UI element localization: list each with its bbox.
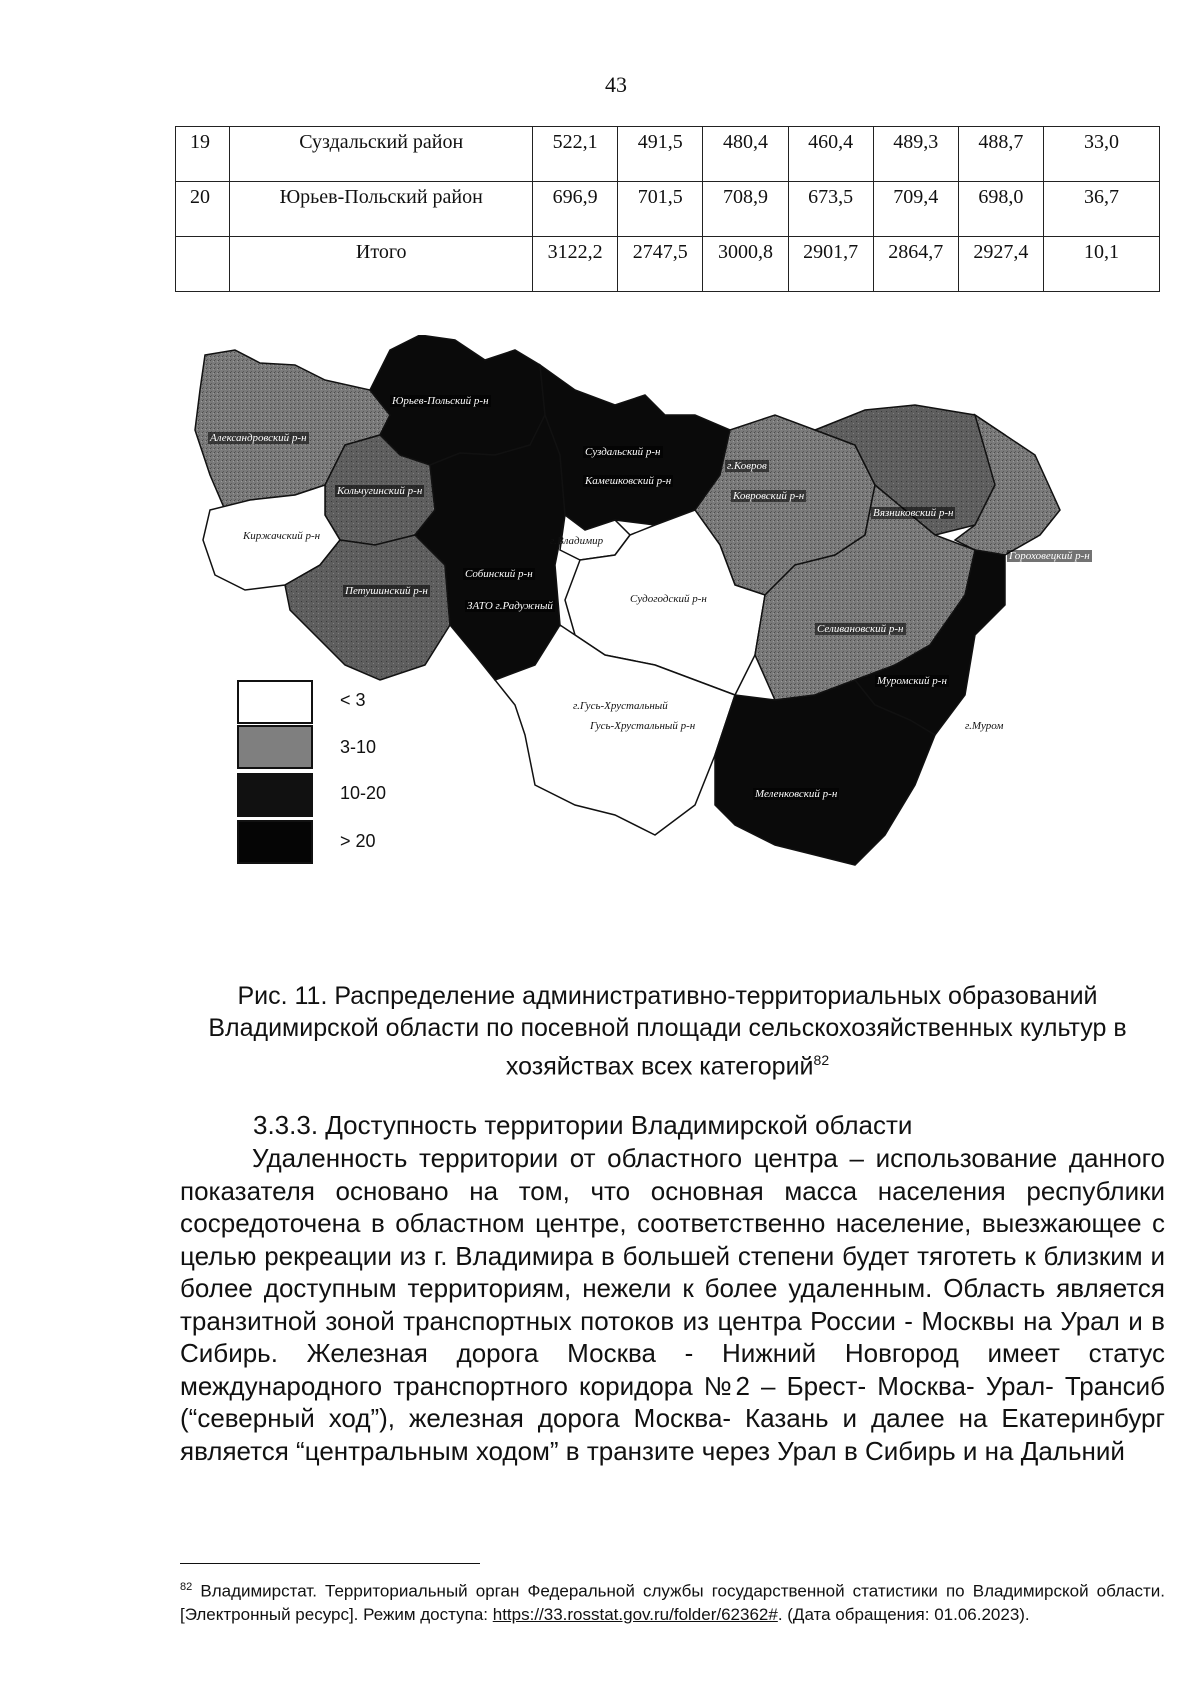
legend-label-10-20: 10-20	[340, 783, 387, 803]
table-cell-value: 522,1	[533, 127, 618, 182]
table-cell-value: 708,9	[703, 182, 788, 237]
table-cell-number: 20	[176, 182, 230, 237]
legend-swatch-10-20	[237, 773, 313, 817]
map-label-kolchuginsky: Кольчугинский р-н	[337, 485, 423, 497]
table-cell-number	[176, 237, 230, 292]
section-heading: 3.3.3. Доступность территории Владимирской области	[253, 1110, 913, 1140]
footnote-link[interactable]: https://33.rosstat.gov.ru/folder/62362#	[492, 1604, 778, 1624]
map-label-vyaznikovsky: Вязниковский р-н	[873, 507, 954, 519]
table-cell-value: 701,5	[618, 182, 703, 237]
footnote-reference: 82	[813, 1052, 830, 1068]
figure-caption-text: Рис. 11. Распределение административно-территориальных образований Владимирской области по посевной площади сельскохозяйственных культур в хозяйствах всех категорий	[208, 982, 1127, 1081]
region-map-graphic	[175, 335, 1160, 945]
table-cell-value: 3000,8	[703, 237, 788, 292]
table-cell-value: 460,4	[788, 127, 873, 182]
table-cell-district: Суздальский район	[230, 127, 533, 182]
table-cell-district: Юрьев-Польский район	[230, 182, 533, 237]
legend-label-3-10: 3-10	[340, 737, 377, 757]
legend-label-gt20: > 20	[340, 831, 376, 851]
table-cell-value: 673,5	[788, 182, 873, 237]
map-label-kovrovsky: Ковровский р-н	[733, 490, 805, 502]
table-cell-value: 2747,5	[618, 237, 703, 292]
legend-label-lt3: < 3	[340, 690, 366, 710]
map-label-sobinsky: Собинский р-н	[465, 568, 533, 580]
region-map	[175, 335, 1160, 945]
page-number: 43	[605, 72, 627, 97]
table-cell-value: 709,4	[873, 182, 958, 237]
footnote-text-end: . (Дата обращения: 01.06.2023).	[777, 1604, 1030, 1624]
map-label-muromsky: Муромский р-н	[877, 675, 947, 687]
table-cell-value: 36,7	[1044, 182, 1160, 237]
table-row	[176, 182, 1160, 237]
footnote	[180, 1576, 1165, 1626]
map-label-alexandrovsky: Александровский р-н	[210, 432, 307, 444]
map-label-kirzhachsky: Киржачский р-н	[243, 530, 321, 542]
map-label-kovrov: г.Ковров	[727, 460, 767, 472]
footnote-mark: 82	[180, 1581, 193, 1593]
table-cell-value: 488,7	[958, 127, 1043, 182]
table-cell-value: 491,5	[618, 127, 703, 182]
table-cell-value: 2927,4	[958, 237, 1043, 292]
legend-swatch-3-10	[237, 725, 313, 769]
map-label-sudogodsky: Судогодский р-н	[630, 593, 707, 605]
table-cell-number: 19	[176, 127, 230, 182]
map-label-yuryev-polsky: Юрьев-Польский р-н	[392, 395, 489, 407]
legend-swatch-gt20	[237, 820, 313, 864]
table-cell-value: 10,1	[1044, 237, 1160, 292]
table-cell-value: 2864,7	[873, 237, 958, 292]
map-label-suzdalsky: Суздальский р-н	[585, 446, 661, 458]
map-label-zato: ЗАТО г.Радужный	[467, 600, 553, 612]
map-label-murom: г.Муром	[965, 720, 1004, 732]
table-cell-district: Итого	[230, 237, 533, 292]
legend-swatch-lt3	[237, 680, 313, 724]
table-cell-value: 696,9	[533, 182, 618, 237]
map-label-gorokhovetsky: Гороховецкий р-н	[1009, 550, 1090, 562]
map-label-petushinsky: Петушинский р-н	[345, 585, 428, 597]
map-label-gus-city: г.Гусь-Хрустальный	[573, 700, 668, 712]
table-cell-value: 489,3	[873, 127, 958, 182]
table-row	[176, 127, 1160, 182]
map-label-selivanovsky: Селивановский р-н	[817, 623, 904, 635]
table-cell-value: 480,4	[703, 127, 788, 182]
table-row-total	[176, 237, 1160, 292]
footnote-divider	[180, 1563, 480, 1564]
map-label-gus-district: Гусь-Хрустальный р-н	[590, 720, 696, 732]
table-cell-value: 33,0	[1044, 127, 1160, 182]
map-label-melenkovsky: Меленковский р-н	[755, 788, 838, 800]
body-paragraph: Удаленность территории от областного центра – использование данного показателя основано на том, что основная масса населения республики сосредоточена в областном центре, соответственно население, выезжающее с целью рекреации из г. Владимира в большей степени будет тяготеть к близким и более доступным территориям, нежели к более удаленным. Область является транзитной зоной транспортных потоков из центра России - Москвы на Урал и в Сибирь. Железная дорога Москва - Нижний Новгород имеет статус международного транспортного коридора №2 – Брест- Москва- Урал- Трансиб (“северный ход”), железная дорога Москва- Казань и далее на Екатеринбург является “центральным ходом” в транзите через Урал в Сибирь и на Дальний	[180, 1143, 1165, 1466]
map-label-vladimir: г.Владимир	[550, 535, 604, 547]
footnote-text: Владимирстат. Территориальный орган Федеральной службы государственной статистики по Владимирской области. [Электронный ресурс]. Режим доступа:	[180, 1581, 1165, 1624]
table-cell-value: 2901,7	[788, 237, 873, 292]
table-cell-value: 3122,2	[533, 237, 618, 292]
statistics-table	[175, 126, 1160, 292]
table-cell-value: 698,0	[958, 182, 1043, 237]
map-label-kameshkovsky: Камешковский р-н	[585, 475, 672, 487]
figure-caption	[175, 980, 1160, 1082]
